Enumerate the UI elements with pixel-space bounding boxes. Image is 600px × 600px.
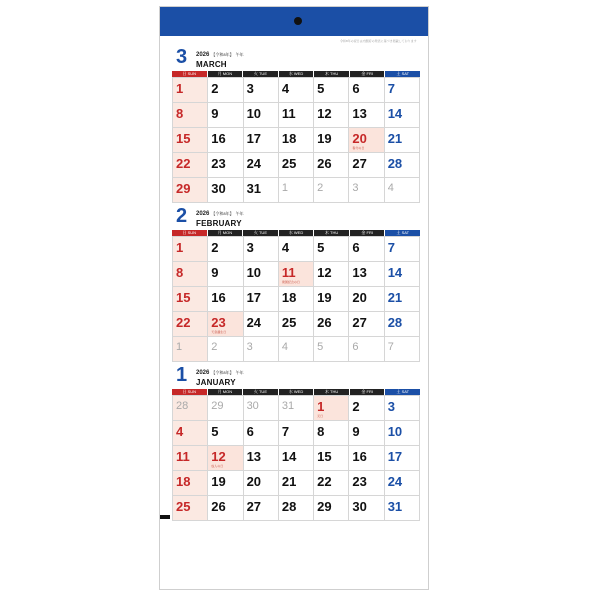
- day-cell: [208, 337, 243, 362]
- month-header: [172, 364, 420, 389]
- weekday-header: 金 FRI: [350, 230, 385, 236]
- day-number: 9: [211, 265, 219, 280]
- year-label: [196, 370, 244, 376]
- day-number: 17: [246, 290, 262, 305]
- weekday-header-row: [172, 71, 420, 77]
- day-number: 12: [211, 449, 226, 464]
- day-number: 25: [176, 499, 191, 514]
- day-cell: [208, 178, 243, 203]
- day-cell: [244, 471, 279, 496]
- holiday-name: 天皇誕生日: [211, 330, 227, 334]
- day-number: 18: [281, 290, 297, 305]
- weekday-header: 水 WED: [279, 230, 314, 236]
- day-grid: [172, 236, 420, 362]
- day-number: 30: [352, 499, 367, 514]
- day-number: 24: [246, 156, 262, 171]
- day-cell: [244, 312, 279, 337]
- day-cell: [314, 78, 349, 103]
- day-number: 30: [211, 181, 226, 196]
- day-number: 16: [211, 290, 226, 305]
- day-cell: [208, 446, 243, 471]
- day-number: 3: [246, 81, 254, 96]
- day-cell: [244, 446, 279, 471]
- day-number: 2: [211, 341, 218, 353]
- day-number: 31: [246, 181, 262, 196]
- year-label: [196, 211, 244, 217]
- day-number: 7: [281, 424, 290, 439]
- day-cell: [208, 396, 243, 421]
- month-header: [172, 46, 420, 71]
- day-cell: [244, 237, 279, 262]
- day-number: 10: [246, 265, 262, 280]
- day-number: 4: [387, 182, 394, 194]
- day-number: 4: [281, 240, 290, 255]
- day-cell: [173, 262, 208, 287]
- day-cell: [385, 78, 420, 103]
- day-cell: [279, 421, 314, 446]
- day-cell: [385, 421, 420, 446]
- weekday-header: 土 SAT: [385, 71, 420, 77]
- weekday-header: 金 FRI: [350, 71, 385, 77]
- day-cell: [244, 337, 279, 362]
- day-cell: [314, 496, 349, 521]
- day-cell: [349, 128, 384, 153]
- day-number: 20: [352, 290, 367, 305]
- day-cell: [314, 396, 349, 421]
- day-number: 25: [281, 156, 297, 171]
- day-cell: [173, 128, 208, 153]
- day-cell: [279, 312, 314, 337]
- day-cell: [244, 496, 279, 521]
- month-number: 2: [176, 205, 188, 227]
- hanging-hole-icon: [294, 17, 302, 25]
- day-cell: [244, 396, 279, 421]
- day-number: 29: [317, 499, 332, 514]
- day-cell: [385, 103, 420, 128]
- day-cell: [279, 103, 314, 128]
- holiday-name: 元日: [317, 414, 324, 418]
- day-cell: [314, 237, 349, 262]
- day-number: 3: [246, 240, 254, 255]
- day-number: 31: [387, 499, 403, 514]
- day-number: 3: [246, 341, 253, 353]
- day-cell: [279, 153, 314, 178]
- day-number: 17: [246, 131, 262, 146]
- day-number: 6: [352, 341, 359, 353]
- day-cell: [208, 421, 243, 446]
- day-number: 25: [281, 315, 297, 330]
- month-number: 3: [176, 46, 188, 68]
- day-number: 28: [281, 499, 297, 514]
- day-cell: [349, 496, 384, 521]
- day-number: 3: [387, 399, 395, 414]
- day-number: 2: [317, 182, 324, 194]
- day-number: 13: [352, 265, 367, 280]
- day-number: 24: [387, 474, 403, 489]
- day-cell: [314, 103, 349, 128]
- weekday-header: 火 TUE: [243, 71, 278, 77]
- wall-calendar: [159, 6, 429, 590]
- day-cell: [208, 312, 243, 337]
- day-number: 2: [352, 399, 360, 414]
- day-cell: [385, 262, 420, 287]
- day-number: 9: [352, 424, 360, 439]
- weekday-header: 木 THU: [314, 389, 349, 395]
- weekday-header: 日 SUN: [172, 389, 207, 395]
- day-number: 2: [211, 81, 219, 96]
- day-cell: [244, 103, 279, 128]
- day-number: 2: [211, 240, 219, 255]
- day-cell: [349, 153, 384, 178]
- day-cell: [208, 471, 243, 496]
- day-cell: [173, 337, 208, 362]
- day-cell: [244, 287, 279, 312]
- zodiac-label: 午年: [235, 211, 244, 216]
- day-number: 20: [246, 474, 262, 489]
- weekday-header: 月 MON: [208, 230, 243, 236]
- day-cell: [385, 178, 420, 203]
- day-number: 18: [281, 131, 297, 146]
- day-number: 29: [176, 181, 191, 196]
- day-cell: [208, 103, 243, 128]
- day-number: 16: [211, 131, 226, 146]
- day-number: 4: [281, 341, 288, 353]
- day-number: 7: [387, 81, 395, 96]
- day-number: 22: [176, 156, 191, 171]
- day-number: 7: [387, 341, 394, 353]
- day-number: 1: [176, 240, 184, 255]
- day-number: 15: [176, 131, 191, 146]
- day-number: 22: [317, 474, 332, 489]
- weekday-header: 月 MON: [208, 71, 243, 77]
- holiday-name: 成人の日: [211, 464, 224, 468]
- day-cell: [349, 78, 384, 103]
- day-cell: [314, 446, 349, 471]
- day-cell: [279, 496, 314, 521]
- era-label: 【令和8年】: [211, 52, 234, 57]
- month-header: [172, 205, 420, 230]
- day-cell: [279, 178, 314, 203]
- day-cell: [279, 78, 314, 103]
- day-cell: [385, 496, 420, 521]
- weekday-header: 金 FRI: [350, 389, 385, 395]
- day-cell: [173, 78, 208, 103]
- day-cell: [279, 262, 314, 287]
- day-number: 30: [246, 400, 259, 412]
- month-name: JANUARY: [196, 378, 236, 387]
- day-number: 23: [211, 156, 226, 171]
- day-number: 13: [352, 106, 367, 121]
- day-cell: [385, 128, 420, 153]
- day-cell: [279, 396, 314, 421]
- day-cell: [385, 287, 420, 312]
- month-name: FEBRUARY: [196, 219, 242, 228]
- day-cell: [385, 153, 420, 178]
- day-cell: [279, 337, 314, 362]
- day-cell: [385, 312, 420, 337]
- day-cell: [314, 262, 349, 287]
- era-label: 【令和8年】: [211, 211, 234, 216]
- holiday-name: 春分の日: [352, 146, 365, 150]
- day-number: 1: [317, 399, 325, 414]
- day-cell: [314, 153, 349, 178]
- day-number: 5: [317, 341, 324, 353]
- day-number: 5: [317, 81, 325, 96]
- day-grid: [172, 395, 420, 521]
- weekday-header-row: [172, 389, 420, 395]
- month-february: [172, 205, 420, 362]
- day-cell: [244, 153, 279, 178]
- weekday-header: 水 WED: [279, 389, 314, 395]
- day-cell: [349, 178, 384, 203]
- day-cell: [173, 446, 208, 471]
- day-number: 23: [211, 315, 226, 330]
- day-number: 14: [387, 106, 403, 121]
- weekday-header: 火 TUE: [243, 389, 278, 395]
- day-number: 14: [387, 265, 403, 280]
- day-number: 8: [317, 424, 325, 439]
- day-number: 28: [176, 400, 189, 412]
- day-cell: [173, 103, 208, 128]
- day-number: 15: [176, 290, 191, 305]
- day-cell: [314, 312, 349, 337]
- day-number: 23: [352, 474, 367, 489]
- day-cell: [208, 128, 243, 153]
- day-number: 4: [281, 81, 290, 96]
- weekday-header: 土 SAT: [385, 230, 420, 236]
- day-cell: [244, 78, 279, 103]
- day-number: 19: [317, 290, 332, 305]
- year-number: 2026: [196, 211, 210, 217]
- day-cell: [279, 237, 314, 262]
- day-cell: [173, 471, 208, 496]
- day-cell: [244, 128, 279, 153]
- day-cell: [279, 446, 314, 471]
- day-number: 12: [317, 265, 332, 280]
- weekday-header: 日 SUN: [172, 71, 207, 77]
- month-march: [172, 46, 420, 203]
- day-cell: [385, 471, 420, 496]
- holiday-note: 令和8年の祝日は内閣府の発表に基づき掲載しております: [340, 39, 417, 43]
- day-number: 8: [176, 265, 184, 280]
- day-number: 21: [387, 131, 403, 146]
- zodiac-label: 午年: [235, 370, 244, 375]
- day-cell: [349, 396, 384, 421]
- day-number: 24: [246, 315, 262, 330]
- day-cell: [349, 421, 384, 446]
- day-number: 28: [387, 156, 403, 171]
- day-number: 1: [176, 81, 184, 96]
- day-number: 20: [352, 131, 367, 146]
- day-cell: [349, 237, 384, 262]
- day-number: 16: [352, 449, 367, 464]
- day-cell: [279, 128, 314, 153]
- day-cell: [385, 396, 420, 421]
- day-cell: [314, 128, 349, 153]
- day-cell: [279, 471, 314, 496]
- day-cell: [279, 287, 314, 312]
- day-number: 11: [176, 449, 190, 464]
- weekday-header: 木 THU: [314, 230, 349, 236]
- day-cell: [314, 471, 349, 496]
- day-cell: [173, 496, 208, 521]
- day-cell: [385, 237, 420, 262]
- day-cell: [349, 262, 384, 287]
- day-cell: [208, 287, 243, 312]
- day-number: 7: [387, 240, 395, 255]
- day-number: 27: [246, 499, 262, 514]
- weekday-header-row: [172, 230, 420, 236]
- day-cell: [349, 446, 384, 471]
- day-cell: [314, 287, 349, 312]
- day-cell: [349, 287, 384, 312]
- weekday-header: 月 MON: [208, 389, 243, 395]
- day-cell: [208, 153, 243, 178]
- day-number: 19: [211, 474, 226, 489]
- day-number: 12: [317, 106, 332, 121]
- era-label: 【令和8年】: [211, 370, 234, 375]
- day-number: 8: [176, 106, 184, 121]
- day-cell: [349, 312, 384, 337]
- day-cell: [244, 421, 279, 446]
- day-grid: [172, 77, 420, 203]
- day-number: 9: [211, 106, 219, 121]
- day-cell: [208, 262, 243, 287]
- day-cell: [208, 496, 243, 521]
- day-cell: [173, 178, 208, 203]
- day-number: 11: [281, 106, 296, 121]
- day-number: 10: [387, 424, 403, 439]
- day-cell: [173, 312, 208, 337]
- day-cell: [314, 421, 349, 446]
- day-number: 26: [317, 315, 332, 330]
- day-cell: [173, 396, 208, 421]
- zodiac-label: 午年: [235, 52, 244, 57]
- day-number: 21: [387, 290, 403, 305]
- day-number: 5: [317, 240, 325, 255]
- day-number: 26: [317, 156, 332, 171]
- day-number: 27: [352, 315, 367, 330]
- edge-mark: [160, 515, 170, 519]
- day-number: 11: [281, 265, 296, 280]
- day-cell: [314, 337, 349, 362]
- day-cell: [208, 237, 243, 262]
- day-cell: [173, 421, 208, 446]
- day-cell: [244, 178, 279, 203]
- month-name: MARCH: [196, 60, 227, 69]
- month-january: [172, 364, 420, 521]
- weekday-header: 水 WED: [279, 71, 314, 77]
- day-number: 14: [281, 449, 297, 464]
- day-cell: [244, 262, 279, 287]
- day-number: 3: [352, 182, 359, 194]
- day-number: 5: [211, 424, 219, 439]
- day-number: 4: [176, 424, 184, 439]
- weekday-header: 日 SUN: [172, 230, 207, 236]
- day-number: 1: [281, 182, 288, 194]
- day-number: 10: [246, 106, 262, 121]
- day-cell: [173, 287, 208, 312]
- day-number: 26: [211, 499, 226, 514]
- day-number: 29: [211, 400, 224, 412]
- year-number: 2026: [196, 370, 210, 376]
- day-cell: [349, 103, 384, 128]
- weekday-header: 土 SAT: [385, 389, 420, 395]
- year-label: [196, 52, 244, 58]
- day-number: 22: [176, 315, 191, 330]
- day-number: 28: [387, 315, 403, 330]
- month-number: 1: [176, 364, 188, 386]
- day-number: 27: [352, 156, 367, 171]
- day-number: 18: [176, 474, 191, 489]
- day-number: 6: [352, 240, 360, 255]
- day-cell: [173, 153, 208, 178]
- day-number: 13: [246, 449, 262, 464]
- day-cell: [349, 471, 384, 496]
- day-number: 6: [352, 81, 360, 96]
- day-cell: [349, 337, 384, 362]
- day-cell: [385, 446, 420, 471]
- day-number: 15: [317, 449, 332, 464]
- day-cell: [208, 78, 243, 103]
- weekday-header: 木 THU: [314, 71, 349, 77]
- year-number: 2026: [196, 52, 210, 58]
- day-number: 1: [176, 341, 183, 353]
- day-cell: [385, 337, 420, 362]
- day-number: 31: [281, 400, 295, 412]
- day-cell: [314, 178, 349, 203]
- day-number: 21: [281, 474, 297, 489]
- weekday-header: 火 TUE: [243, 230, 278, 236]
- day-number: 17: [387, 449, 403, 464]
- day-number: 19: [317, 131, 332, 146]
- calendar-header-bar: [160, 7, 428, 36]
- holiday-name: 建国記念の日: [281, 280, 300, 284]
- day-number: 6: [246, 424, 254, 439]
- day-cell: [173, 237, 208, 262]
